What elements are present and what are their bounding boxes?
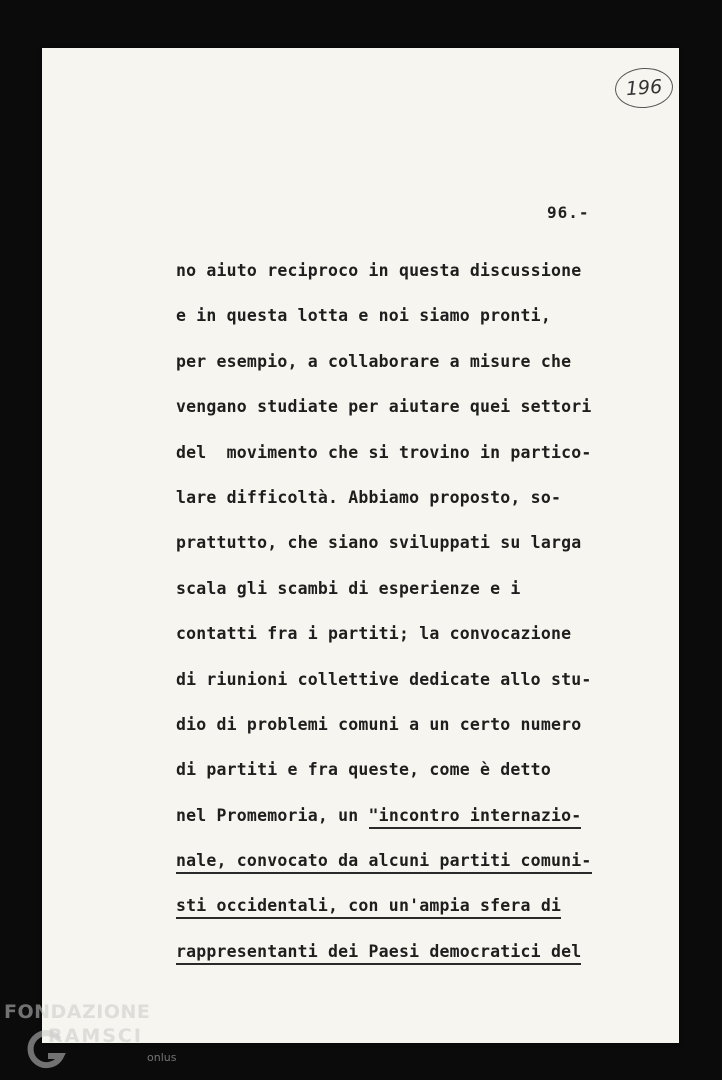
watermark-line-1: FONDAZIONE: [4, 1001, 151, 1023]
text-line: prattutto, che siano sviluppati su larga: [176, 533, 582, 553]
document-page: [42, 48, 679, 1043]
underlined-text: sti occidentali, con un'ampia sfera di: [176, 896, 561, 919]
archive-page-stamp: [614, 66, 675, 110]
text-line: e in questa lotta e noi siamo pronti,: [176, 306, 551, 326]
text-line: per esempio, a collaborare a misure che: [176, 351, 572, 371]
text-line: di riunioni collettive dedicate allo stu-: [176, 669, 592, 689]
text-line: contatti fra i partiti; la convocazione: [176, 624, 572, 644]
underlined-text: rappresentanti dei Paesi democratici del: [176, 942, 581, 965]
text-line: scala gli scambi di esperienze e i: [176, 578, 521, 598]
underlined-text-line: [176, 891, 671, 936]
underlined-text: nale, convocato da alcuni partiti comuni-: [176, 851, 592, 874]
text-line-plain-part: nel Promemoria, un: [176, 805, 369, 825]
text-line: di partiti e fra queste, come è detto: [176, 760, 551, 780]
watermark-line-3: onlus: [147, 1051, 177, 1064]
fondazione-gramsci-watermark: [4, 1001, 184, 1076]
text-line: vengano studiate per aiutare quei settori: [176, 397, 592, 417]
underlined-text-line: [176, 846, 671, 891]
underlined-text-line: [176, 937, 671, 982]
text-line: dio di problemi comuni a un certo numero: [176, 714, 582, 734]
stamp-number: 196: [625, 75, 663, 101]
watermark-line-2: RAMSCI: [48, 1025, 143, 1047]
text-line: no aiuto reciproco in questa discussione: [176, 261, 582, 280]
typed-text-body: [176, 256, 671, 982]
text-line: lare difficoltà. Abbiamo proposto, so-: [176, 487, 562, 507]
text-line: del movimento che si trovino in partico-: [176, 442, 592, 462]
text-line-mixed: [176, 801, 671, 846]
page-number: 96.-: [547, 203, 590, 222]
text-line-underlined-part: "incontro internazio-: [369, 806, 582, 829]
